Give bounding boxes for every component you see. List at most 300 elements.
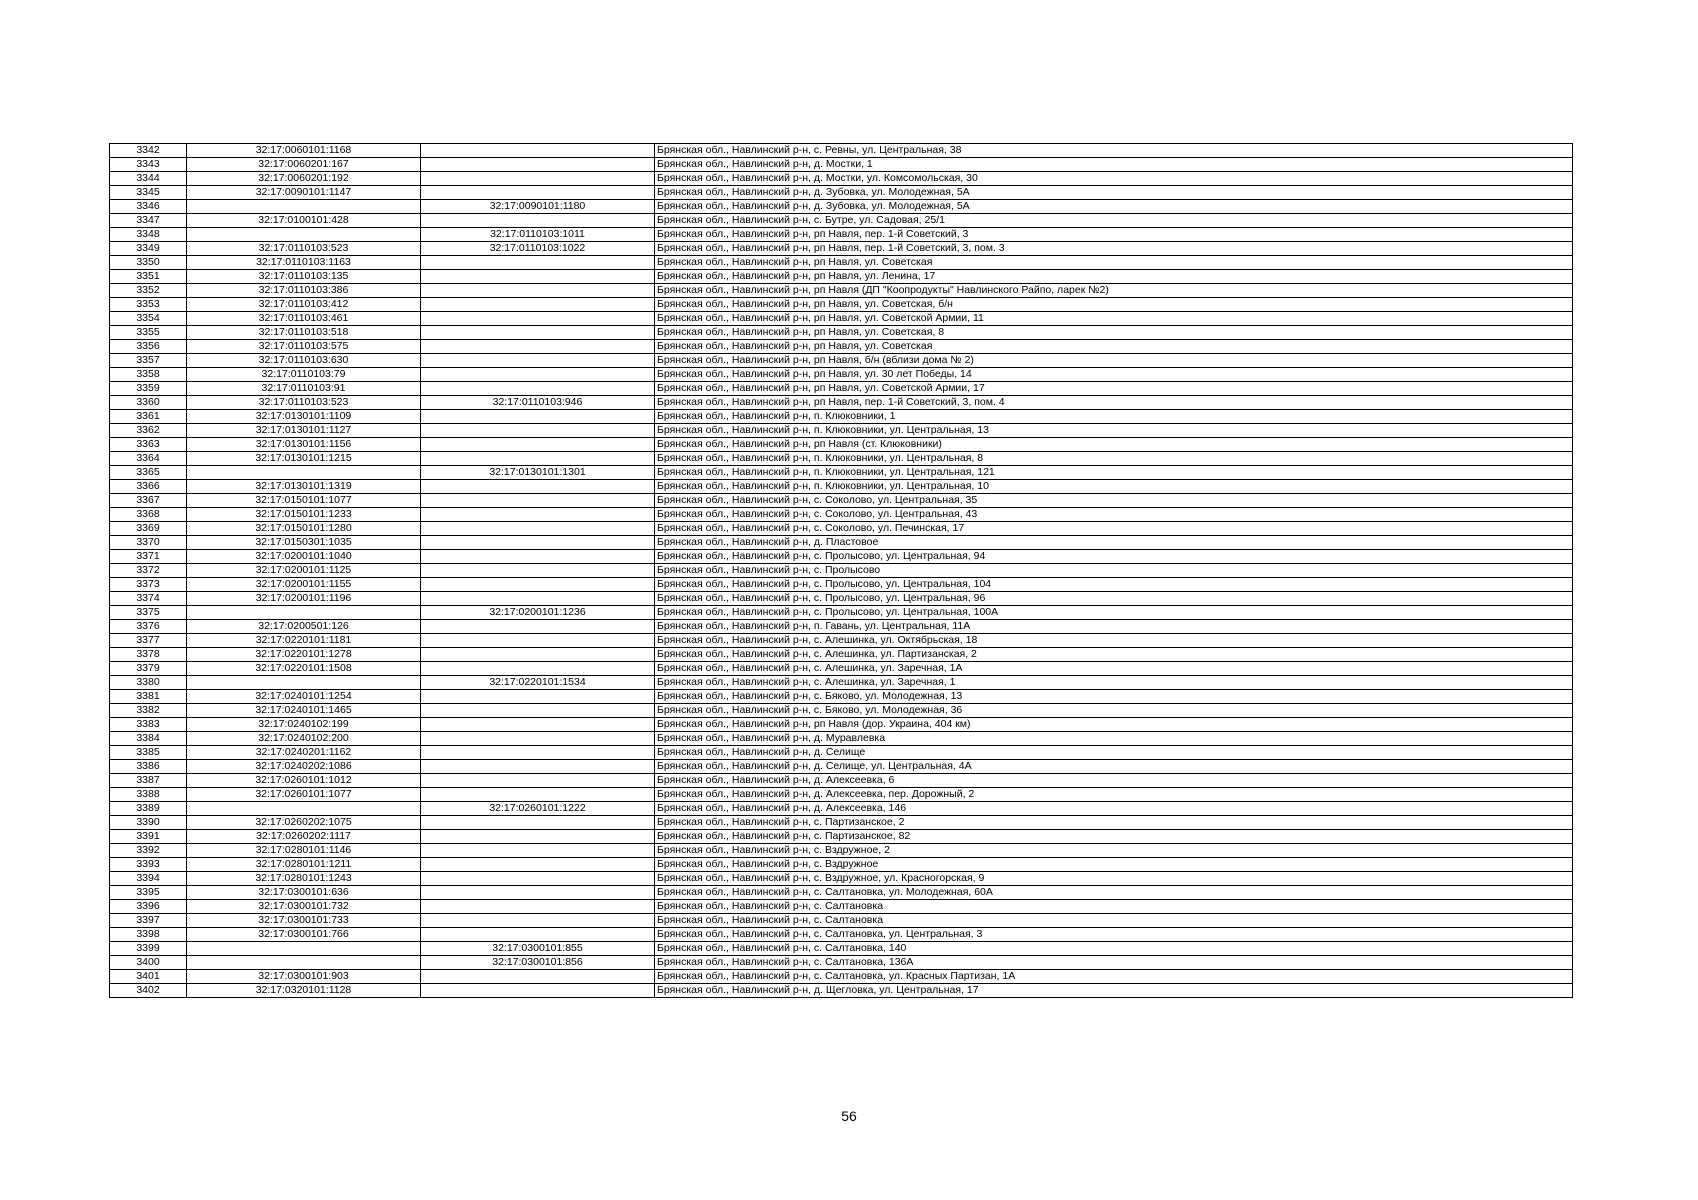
row-number-cell: 3353 [110,298,187,312]
table-row [110,368,1573,382]
table-row [110,606,1573,620]
cadastral-number-cell: 32:17:0300101:903 [187,970,421,984]
table-row [110,830,1573,844]
second-cadastral-number-cell [421,284,655,298]
second-cadastral-number-cell [421,928,655,942]
cadastral-number-cell: 32:17:0110103:523 [187,396,421,410]
cadastral-number-cell: 32:17:0300101:766 [187,928,421,942]
address-cell: Брянская обл., Навлинский р-н, д. Щегловка, ул. Центральная, 17 [655,984,1573,998]
row-number-cell: 3371 [110,550,187,564]
address-cell: Брянская обл., Навлинский р-н, с. Салтановка, 140 [655,942,1573,956]
second-cadastral-number-cell [421,326,655,340]
table-row [110,438,1573,452]
row-number-cell: 3394 [110,872,187,886]
table-row [110,914,1573,928]
address-cell: Брянская обл., Навлинский р-н, д. Селище, ул. Центральная, 4А [655,760,1573,774]
address-cell: Брянская обл., Навлинский р-н, рп Навля, б/н (вблизи дома № 2) [655,354,1573,368]
registry-table [109,143,1573,998]
table-row [110,662,1573,676]
address-cell: Брянская обл., Навлинский р-н, п. Гавань, ул. Центральная, 11А [655,620,1573,634]
row-number-cell: 3378 [110,648,187,662]
row-number-cell: 3400 [110,956,187,970]
address-cell: Брянская обл., Навлинский р-н, д. Зубовка, ул. Молодежная, 5А [655,200,1573,214]
row-number-cell: 3374 [110,592,187,606]
cadastral-number-cell: 32:17:0060201:167 [187,158,421,172]
second-cadastral-number-cell: 32:17:0110103:946 [421,396,655,410]
address-cell: Брянская обл., Навлинский р-н, с. Бяково, ул. Молодежная, 36 [655,704,1573,718]
address-cell: Брянская обл., Навлинский р-н, рп Навля, пер. 1-й Советский, 3, пом. 4 [655,396,1573,410]
address-cell: Брянская обл., Навлинский р-н, рп Навля, пер. 1-й Советский, 3 [655,228,1573,242]
second-cadastral-number-cell: 32:17:0110103:1011 [421,228,655,242]
cadastral-number-cell: 32:17:0110103:630 [187,354,421,368]
row-number-cell: 3382 [110,704,187,718]
address-cell: Брянская обл., Навлинский р-н, п. Клюковники, ул. Центральная, 13 [655,424,1573,438]
row-number-cell: 3363 [110,438,187,452]
second-cadastral-number-cell [421,816,655,830]
table-row [110,634,1573,648]
table-row [110,690,1573,704]
cadastral-number-cell: 32:17:0300101:733 [187,914,421,928]
table-row [110,858,1573,872]
row-number-cell: 3365 [110,466,187,480]
second-cadastral-number-cell [421,578,655,592]
second-cadastral-number-cell [421,438,655,452]
second-cadastral-number-cell [421,648,655,662]
cadastral-number-cell: 32:17:0110103:412 [187,298,421,312]
second-cadastral-number-cell [421,634,655,648]
address-cell: Брянская обл., Навлинский р-н, д. Пластовое [655,536,1573,550]
address-cell: Брянская обл., Навлинский р-н, рп Навля (дор. Украина, 404 км) [655,718,1573,732]
cadastral-number-cell: 32:17:0110103:575 [187,340,421,354]
row-number-cell: 3383 [110,718,187,732]
row-number-cell: 3392 [110,844,187,858]
cadastral-number-cell: 32:17:0220101:1181 [187,634,421,648]
cadastral-number-cell [187,466,421,480]
table-row [110,704,1573,718]
row-number-cell: 3346 [110,200,187,214]
cadastral-number-cell: 32:17:0130101:1156 [187,438,421,452]
table-row [110,802,1573,816]
row-number-cell: 3364 [110,452,187,466]
address-cell: Брянская обл., Навлинский р-н, д. Мостки, ул. Комсомольская, 30 [655,172,1573,186]
cadastral-number-cell: 32:17:0300101:636 [187,886,421,900]
cadastral-number-cell: 32:17:0110103:1163 [187,256,421,270]
address-cell: Брянская обл., Навлинский р-н, д. Алексеевка, 146 [655,802,1573,816]
row-number-cell: 3359 [110,382,187,396]
second-cadastral-number-cell [421,872,655,886]
row-number-cell: 3389 [110,802,187,816]
cadastral-number-cell: 32:17:0280101:1146 [187,844,421,858]
table-row [110,480,1573,494]
table-row [110,592,1573,606]
second-cadastral-number-cell [421,914,655,928]
row-number-cell: 3386 [110,760,187,774]
address-cell: Брянская обл., Навлинский р-н, с. Алешинка, ул. Октябрьская, 18 [655,634,1573,648]
address-cell: Брянская обл., Навлинский р-н, рп Навля, пер. 1-й Советский, 3, пом. 3 [655,242,1573,256]
cadastral-number-cell [187,942,421,956]
table-row [110,494,1573,508]
cadastral-number-cell [187,200,421,214]
table-row [110,718,1573,732]
row-number-cell: 3401 [110,970,187,984]
row-number-cell: 3344 [110,172,187,186]
row-number-cell: 3345 [110,186,187,200]
second-cadastral-number-cell [421,270,655,284]
table-row [110,578,1573,592]
address-cell: Брянская обл., Навлинский р-н, с. Ревны, ул. Центральная, 38 [655,144,1573,158]
table-row [110,298,1573,312]
cadastral-number-cell: 32:17:0130101:1319 [187,480,421,494]
address-cell: Брянская обл., Навлинский р-н, с. Салтановка, 136А [655,956,1573,970]
cadastral-number-cell: 32:17:0280101:1243 [187,872,421,886]
address-cell: Брянская обл., Навлинский р-н, с. Партизанское, 2 [655,816,1573,830]
address-cell: Брянская обл., Навлинский р-н, п. Клюковники, ул. Центральная, 10 [655,480,1573,494]
table-row [110,956,1573,970]
address-cell: Брянская обл., Навлинский р-н, рп Навля, ул. Ленина, 17 [655,270,1573,284]
cadastral-number-cell: 32:17:0220101:1508 [187,662,421,676]
cadastral-number-cell: 32:17:0280101:1211 [187,858,421,872]
address-cell: Брянская обл., Навлинский р-н, д. Зубовка, ул. Молодежная, 5А [655,186,1573,200]
second-cadastral-number-cell [421,774,655,788]
row-number-cell: 3390 [110,816,187,830]
second-cadastral-number-cell [421,886,655,900]
row-number-cell: 3361 [110,410,187,424]
address-cell: Брянская обл., Навлинский р-н, рп Навля, ул. Советская [655,340,1573,354]
second-cadastral-number-cell [421,256,655,270]
row-number-cell: 3352 [110,284,187,298]
address-cell: Брянская обл., Навлинский р-н, с. Бутре, ул. Садовая, 25/1 [655,214,1573,228]
cadastral-number-cell [187,802,421,816]
address-cell: Брянская обл., Навлинский р-н, рп Навля, ул. 30 лет Победы, 14 [655,368,1573,382]
cadastral-number-cell: 32:17:0130101:1109 [187,410,421,424]
address-cell: Брянская обл., Навлинский р-н, рп Навля, ул. Советской Армии, 11 [655,312,1573,326]
cadastral-number-cell: 32:17:0220101:1278 [187,648,421,662]
table-row [110,396,1573,410]
cadastral-number-cell: 32:17:0300101:732 [187,900,421,914]
second-cadastral-number-cell [421,858,655,872]
cadastral-number-cell: 32:17:0260202:1075 [187,816,421,830]
table-row [110,732,1573,746]
page-number: 56 [841,1108,857,1124]
table-row [110,550,1573,564]
cadastral-number-cell: 32:17:0090101:1147 [187,186,421,200]
row-number-cell: 3388 [110,788,187,802]
second-cadastral-number-cell [421,550,655,564]
row-number-cell: 3384 [110,732,187,746]
address-cell: Брянская обл., Навлинский р-н, с. Салтановка, ул. Молодежная, 60А [655,886,1573,900]
second-cadastral-number-cell [421,354,655,368]
second-cadastral-number-cell [421,970,655,984]
row-number-cell: 3358 [110,368,187,382]
second-cadastral-number-cell [421,718,655,732]
address-cell: Брянская обл., Навлинский р-н, с. Вздружное [655,858,1573,872]
table-row [110,816,1573,830]
table-row [110,382,1573,396]
cadastral-number-cell: 32:17:0240201:1162 [187,746,421,760]
cadastral-number-cell: 32:17:0240101:1254 [187,690,421,704]
second-cadastral-number-cell [421,424,655,438]
cadastral-number-cell: 32:17:0150101:1280 [187,522,421,536]
address-cell: Брянская обл., Навлинский р-н, с. Партизанское, 82 [655,830,1573,844]
address-cell: Брянская обл., Навлинский р-н, с. Соколово, ул. Печинская, 17 [655,522,1573,536]
table-row [110,774,1573,788]
row-number-cell: 3373 [110,578,187,592]
row-number-cell: 3342 [110,144,187,158]
second-cadastral-number-cell [421,494,655,508]
table-row [110,200,1573,214]
table-row [110,788,1573,802]
row-number-cell: 3380 [110,676,187,690]
cadastral-number-cell: 32:17:0150301:1035 [187,536,421,550]
second-cadastral-number-cell: 32:17:0300101:856 [421,956,655,970]
table-row [110,928,1573,942]
table-row [110,172,1573,186]
cadastral-number-cell: 32:17:0240202:1086 [187,760,421,774]
row-number-cell: 3397 [110,914,187,928]
row-number-cell: 3391 [110,830,187,844]
second-cadastral-number-cell: 32:17:0300101:855 [421,942,655,956]
address-cell: Брянская обл., Навлинский р-н, с. Пролысово [655,564,1573,578]
row-number-cell: 3375 [110,606,187,620]
second-cadastral-number-cell [421,312,655,326]
table-row [110,326,1573,340]
address-cell: Брянская обл., Навлинский р-н, с. Пролысово, ул. Центральная, 94 [655,550,1573,564]
row-number-cell: 3357 [110,354,187,368]
row-number-cell: 3387 [110,774,187,788]
table-row [110,410,1573,424]
address-cell: Брянская обл., Навлинский р-н, с. Соколово, ул. Центральная, 35 [655,494,1573,508]
table-row [110,648,1573,662]
cadastral-number-cell: 32:17:0110103:79 [187,368,421,382]
address-cell: Брянская обл., Навлинский р-н, с. Алешинка, ул. Заречная, 1 [655,676,1573,690]
cadastral-number-cell: 32:17:0150101:1233 [187,508,421,522]
table-row [110,256,1573,270]
cadastral-number-cell: 32:17:0110103:135 [187,270,421,284]
row-number-cell: 3348 [110,228,187,242]
row-number-cell: 3402 [110,984,187,998]
second-cadastral-number-cell [421,522,655,536]
cadastral-number-cell: 32:17:0240101:1465 [187,704,421,718]
address-cell: Брянская обл., Навлинский р-н, с. Салтановка [655,914,1573,928]
cadastral-number-cell: 32:17:0060101:1168 [187,144,421,158]
second-cadastral-number-cell [421,186,655,200]
row-number-cell: 3355 [110,326,187,340]
address-cell: Брянская обл., Навлинский р-н, с. Вздружное, 2 [655,844,1573,858]
row-number-cell: 3349 [110,242,187,256]
address-cell: Брянская обл., Навлинский р-н, рп Навля, ул. Советская [655,256,1573,270]
second-cadastral-number-cell [421,508,655,522]
cadastral-number-cell: 32:17:0240102:199 [187,718,421,732]
table-row [110,620,1573,634]
address-cell: Брянская обл., Навлинский р-н, рп Навля, ул. Советская, 8 [655,326,1573,340]
row-number-cell: 3354 [110,312,187,326]
cadastral-number-cell: 32:17:0200101:1196 [187,592,421,606]
address-cell: Брянская обл., Навлинский р-н, с. Пролысово, ул. Центральная, 100А [655,606,1573,620]
row-number-cell: 3366 [110,480,187,494]
second-cadastral-number-cell [421,214,655,228]
table-row [110,900,1573,914]
table-row [110,942,1573,956]
cadastral-number-cell [187,956,421,970]
table-row [110,746,1573,760]
cadastral-number-cell: 32:17:0200101:1155 [187,578,421,592]
second-cadastral-number-cell [421,690,655,704]
row-number-cell: 3347 [110,214,187,228]
table-row [110,242,1573,256]
table-row [110,872,1573,886]
row-number-cell: 3379 [110,662,187,676]
table-row [110,284,1573,298]
table-row [110,760,1573,774]
row-number-cell: 3398 [110,928,187,942]
address-cell: Брянская обл., Навлинский р-н, п. Клюковники, ул. Центральная, 121 [655,466,1573,480]
address-cell: Брянская обл., Навлинский р-н, д. Мостки, 1 [655,158,1573,172]
table-row [110,452,1573,466]
table-row [110,522,1573,536]
second-cadastral-number-cell [421,382,655,396]
cadastral-number-cell: 32:17:0130101:1215 [187,452,421,466]
table-row [110,424,1573,438]
second-cadastral-number-cell [421,144,655,158]
address-cell: Брянская обл., Навлинский р-н, д. Муравлевка [655,732,1573,746]
registry-table-body [110,144,1573,998]
table-row [110,186,1573,200]
table-row [110,844,1573,858]
row-number-cell: 3360 [110,396,187,410]
address-cell: Брянская обл., Навлинский р-н, с. Пролысово, ул. Центральная, 104 [655,578,1573,592]
cadastral-number-cell [187,676,421,690]
second-cadastral-number-cell [421,788,655,802]
row-number-cell: 3343 [110,158,187,172]
row-number-cell: 3395 [110,886,187,900]
address-cell: Брянская обл., Навлинский р-н, рп Навля (ст. Клюковники) [655,438,1573,452]
second-cadastral-number-cell [421,900,655,914]
cadastral-number-cell: 32:17:0200101:1125 [187,564,421,578]
address-cell: Брянская обл., Навлинский р-н, д. Селище [655,746,1573,760]
second-cadastral-number-cell [421,536,655,550]
second-cadastral-number-cell [421,452,655,466]
cadastral-number-cell: 32:17:0320101:1128 [187,984,421,998]
cadastral-number-cell: 32:17:0110103:523 [187,242,421,256]
address-cell: Брянская обл., Навлинский р-н, с. Соколово, ул. Центральная, 43 [655,508,1573,522]
row-number-cell: 3385 [110,746,187,760]
table-row [110,886,1573,900]
second-cadastral-number-cell: 32:17:0260101:1222 [421,802,655,816]
second-cadastral-number-cell [421,298,655,312]
address-cell: Брянская обл., Навлинский р-н, с. Бяково, ул. Молодежная, 13 [655,690,1573,704]
table-row [110,984,1573,998]
second-cadastral-number-cell [421,662,655,676]
address-cell: Брянская обл., Навлинский р-н, с. Салтановка, ул. Красных Партизан, 1А [655,970,1573,984]
second-cadastral-number-cell: 32:17:0220101:1534 [421,676,655,690]
table-row [110,312,1573,326]
second-cadastral-number-cell [421,984,655,998]
row-number-cell: 3351 [110,270,187,284]
row-number-cell: 3367 [110,494,187,508]
second-cadastral-number-cell [421,158,655,172]
row-number-cell: 3372 [110,564,187,578]
second-cadastral-number-cell [421,704,655,718]
second-cadastral-number-cell [421,592,655,606]
cadastral-number-cell: 32:17:0150101:1077 [187,494,421,508]
second-cadastral-number-cell [421,830,655,844]
cadastral-number-cell [187,228,421,242]
table-row [110,270,1573,284]
row-number-cell: 3368 [110,508,187,522]
second-cadastral-number-cell [421,172,655,186]
address-cell: Брянская обл., Навлинский р-н, д. Алексеевка, 6 [655,774,1573,788]
address-cell: Брянская обл., Навлинский р-н, с. Вздружное, ул. Красногорская, 9 [655,872,1573,886]
second-cadastral-number-cell [421,564,655,578]
cadastral-number-cell: 32:17:0110103:386 [187,284,421,298]
second-cadastral-number-cell [421,410,655,424]
table-row [110,564,1573,578]
address-cell: Брянская обл., Навлинский р-н, п. Клюковники, 1 [655,410,1573,424]
row-number-cell: 3370 [110,536,187,550]
address-cell: Брянская обл., Навлинский р-н, с. Пролысово, ул. Центральная, 96 [655,592,1573,606]
address-cell: Брянская обл., Навлинский р-н, рп Навля, ул. Советская, б/н [655,298,1573,312]
cadastral-number-cell: 32:17:0100101:428 [187,214,421,228]
address-cell: Брянская обл., Навлинский р-н, рп Навля, ул. Советской Армии, 17 [655,382,1573,396]
row-number-cell: 3362 [110,424,187,438]
row-number-cell: 3369 [110,522,187,536]
second-cadastral-number-cell [421,480,655,494]
second-cadastral-number-cell: 32:17:0130101:1301 [421,466,655,480]
table-row [110,508,1573,522]
row-number-cell: 3376 [110,620,187,634]
second-cadastral-number-cell [421,620,655,634]
table-row [110,536,1573,550]
cadastral-number-cell: 32:17:0260101:1012 [187,774,421,788]
cadastral-number-cell: 32:17:0260202:1117 [187,830,421,844]
cadastral-number-cell: 32:17:0240102:200 [187,732,421,746]
table-row [110,970,1573,984]
second-cadastral-number-cell: 32:17:0110103:1022 [421,242,655,256]
table-row [110,466,1573,480]
second-cadastral-number-cell [421,732,655,746]
cadastral-number-cell: 32:17:0200101:1040 [187,550,421,564]
cadastral-number-cell: 32:17:0110103:518 [187,326,421,340]
row-number-cell: 3377 [110,634,187,648]
second-cadastral-number-cell: 32:17:0200101:1236 [421,606,655,620]
table-row [110,340,1573,354]
address-cell: Брянская обл., Навлинский р-н, с. Алешинка, ул. Партизанская, 2 [655,648,1573,662]
second-cadastral-number-cell [421,760,655,774]
row-number-cell: 3393 [110,858,187,872]
address-cell: Брянская обл., Навлинский р-н, п. Клюковники, ул. Центральная, 8 [655,452,1573,466]
address-cell: Брянская обл., Навлинский р-н, с. Салтановка, ул. Центральная, 3 [655,928,1573,942]
second-cadastral-number-cell [421,368,655,382]
table-row [110,228,1573,242]
row-number-cell: 3396 [110,900,187,914]
cadastral-number-cell [187,606,421,620]
row-number-cell: 3356 [110,340,187,354]
address-cell: Брянская обл., Навлинский р-н, рп Навля (ДП "Коопродукты" Навлинского Райпо, ларек №2) [655,284,1573,298]
second-cadastral-number-cell [421,746,655,760]
row-number-cell: 3381 [110,690,187,704]
table-row [110,214,1573,228]
second-cadastral-number-cell: 32:17:0090101:1180 [421,200,655,214]
cadastral-number-cell: 32:17:0110103:461 [187,312,421,326]
row-number-cell: 3399 [110,942,187,956]
table-row [110,144,1573,158]
address-cell: Брянская обл., Навлинский р-н, с. Алешинка, ул. Заречная, 1А [655,662,1573,676]
cadastral-number-cell: 32:17:0130101:1127 [187,424,421,438]
cadastral-number-cell: 32:17:0110103:91 [187,382,421,396]
address-cell: Брянская обл., Навлинский р-н, с. Салтановка [655,900,1573,914]
cadastral-number-cell: 32:17:0200501:126 [187,620,421,634]
row-number-cell: 3350 [110,256,187,270]
